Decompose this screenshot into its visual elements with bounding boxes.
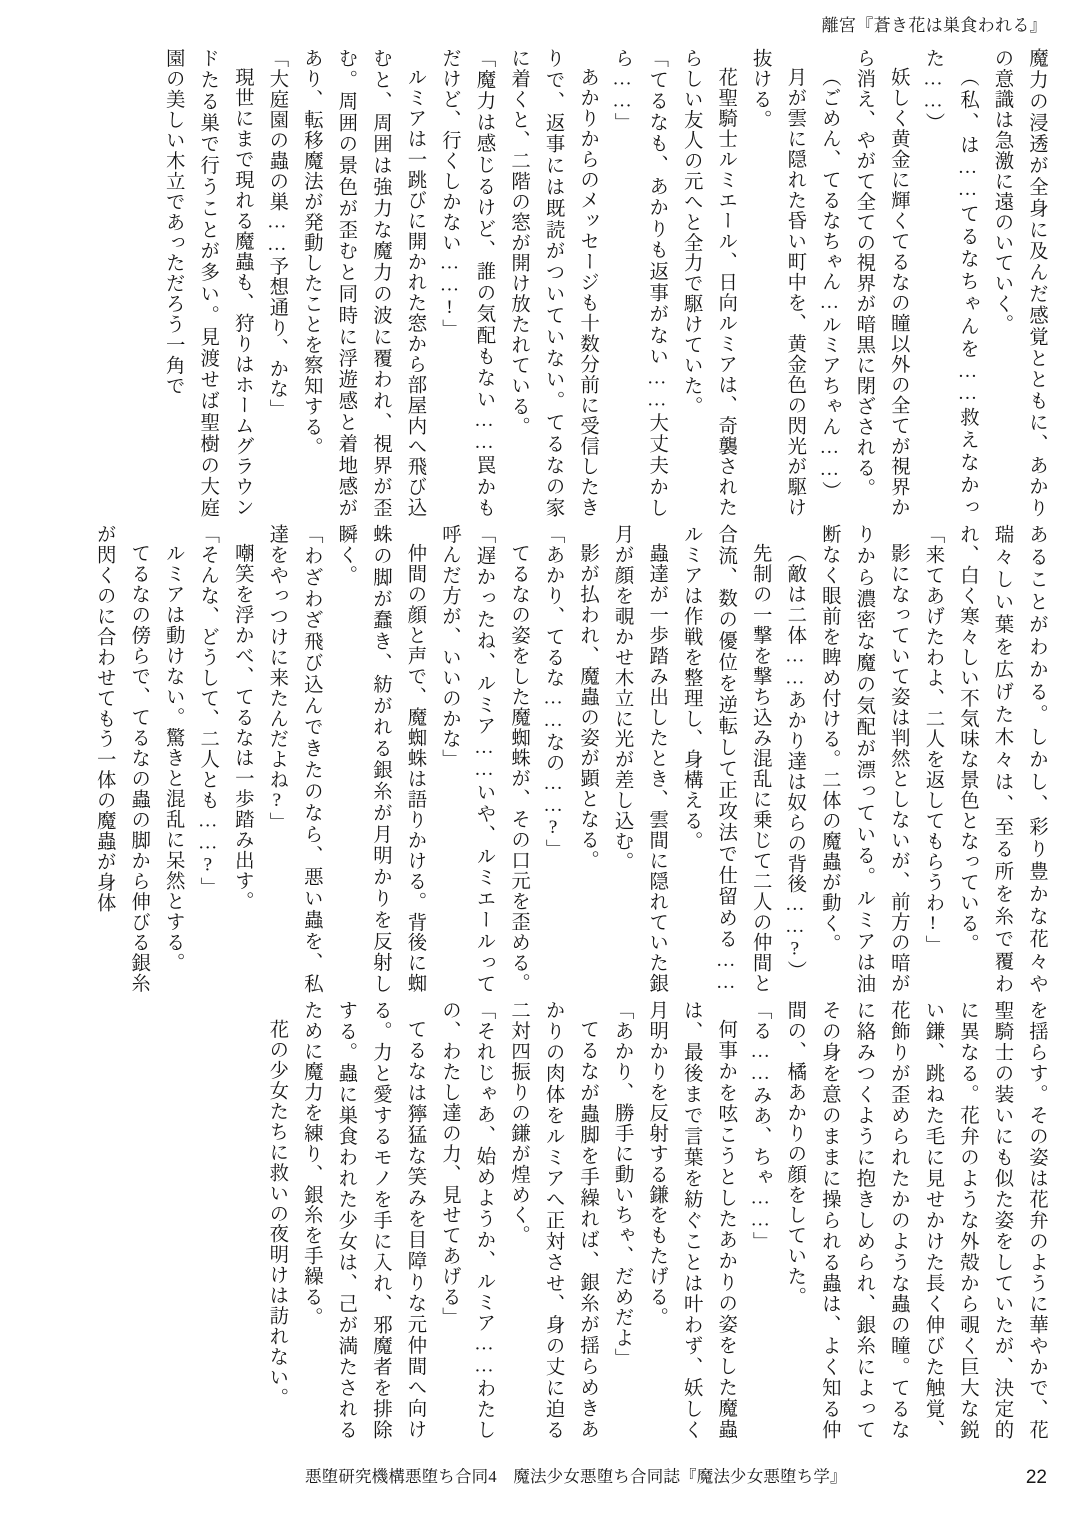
paragraph: てるなは獰猛な笑みを目障りな元仲間へ向ける。力と愛するモノを手に入れ、邪魔者を排除する。蟲に巣食われた少女は、己が満たされるために魔力を練り、銀糸を手繰る。 xyxy=(300,1000,426,1440)
paragraph: 仲間の顔と声で、魔蜘蛛は語りかける。背後に蜘蛛の脚が蠢き、紡がれる銀糸が月明かりを反射し瞬く。 xyxy=(335,524,426,994)
paragraph: 「遅かったね、ルミア……いや、ルミエールって呼んだ方が、いいのかな」 xyxy=(438,524,495,994)
paragraph: 妖しく黄金に輝くてるなの瞳以外の全てが視界から消え、やがて全ての視界が暗黒に閉ざされる。 xyxy=(853,48,909,518)
text-block-3 xyxy=(263,1000,1053,1440)
paragraph: 影が払われ、魔蟲の姿が顕となる。 xyxy=(577,543,599,871)
running-header-title: 離宮『蒼き花は巣食われる』 xyxy=(821,16,1047,35)
paragraph: 先制の一撃を撃ち込み混乱に乗じて二人の仲間と合流、数の優位を逆転して正攻法で仕留める……ルミアは作戦を整理し、身構える。 xyxy=(680,524,771,994)
paragraph: 「それじゃあ、始めようか、ルミア……わたしの、わたし達の力、見せてあげる」 xyxy=(438,1000,495,1440)
paragraph: を揺らす。その姿は花弁のように華やかで、花聖騎士の装いにも似た姿をしていたが、決定的に異なる。花弁のような外殻から覗く巨大な鋭い鎌、跳ねた毛に見せかけた長く伸びた触覚、花飾りが歪められたかのような蟲の瞳。てるなに絡みつくように抱きしめられ、銀糸によってその身を意のままに操られる蟲は、よく知る仲間の、橘あかりの顔をしていた。 xyxy=(784,1000,1047,1440)
paragraph: てるなの傍らで、てるなの蟲の脚から伸びる銀糸が閃くのに合わせてもう一体の魔蟲が身体 xyxy=(93,524,150,994)
paragraph: ルミアは一跳びに開かれた窓から部屋内へ飛び込むと、周囲は強力な魔力の波に覆われ、視界が歪む。周囲の景色が歪むと同時に浮遊感と着地感があり、転移魔法が発動したことを察知する。 xyxy=(300,48,426,518)
paragraph: てるなが蟲脚を手繰れば、銀糸が揺らめきあかりの肉体をルミアへ正対させ、身の丈に迫る二対四振りの鎌が煌めく。 xyxy=(508,1000,599,1440)
paragraph: 「あかり、勝手に動いちゃ、だめだよ」 xyxy=(611,1000,633,1369)
paragraph: 嘲笑を浮かべ、てるなは一歩踏み出す。 xyxy=(231,543,253,912)
paragraph: 現世にまで現れる魔蟲も、狩りはホームグラウンドたる巣で行うことが多い。見渡せば聖樹の大庭園の美しい木立であっただろう一角で xyxy=(162,48,253,518)
paragraph: 「魔力は感じるけど、誰の気配もない……罠かもだけど、行くしかない……!」 xyxy=(438,48,495,518)
paragraph: 「大庭園の蟲の巣……予想通り、かな」 xyxy=(266,48,288,420)
paragraph: 「あかり、てるな……なの……?」 xyxy=(542,524,564,860)
paragraph: てるなの姿をした魔蜘蛛が、その口元を歪める。 xyxy=(508,543,530,994)
paragraph: 「来てあげたわよ、二人を返してもらうわ!」 xyxy=(922,524,944,956)
paragraph: あることがわかる。しかし、彩り豊かな花々や瑞々しい葉を広げた木々は、至る所を糸で覆われ、白く寒々しい不気味な景色となっている。 xyxy=(956,524,1047,994)
paragraph: 「わざわざ飛び込んできたのなら、悪い蟲を、私達をやっつけに来たんだよね?」 xyxy=(266,524,322,994)
paragraph: 影になっていて姿は判然としないが、前方の暗がりから濃密な魔の気配が漂っている。ルミアは油断なく眼前を睥め付ける。二体の魔蟲が動く。 xyxy=(818,524,909,994)
page-number: 22 xyxy=(1025,1467,1047,1488)
page-footer xyxy=(0,1466,1075,1492)
paragraph: 花の少女たちに救いの夜明けは訪れない。 xyxy=(266,1019,288,1409)
paragraph: ルミアは動けない。驚きと混乱に呆然とする。 xyxy=(162,543,184,974)
paragraph: （ごめん、てるなちゃん…ルミアちゃん……） xyxy=(818,67,840,502)
paragraph: 魔力の浸透が全身に及んだ感覚とともに、あかりの意識は急激に遠のいていく。 xyxy=(991,48,1047,518)
paragraph: あかりからのメッセージも十数分前に受信したきりで、返事には既読がついていない。てるなの家に着くと、二階の窓が開け放たれている。 xyxy=(508,48,599,518)
text-block-2 xyxy=(88,524,1053,994)
paragraph: 花聖騎士ルミエール、日向ルミアは、奇襲されたらしい友人の元へと全力で駆けていた。 xyxy=(680,48,737,518)
paragraph: 月が雲に隠れた昏い町中を、黄金色の閃光が駆け抜ける。 xyxy=(749,48,806,518)
paragraph: 何事かを呟こうとしたあかりの姿をした魔蟲は、最後まで言葉を紡ぐことは叶わず、妖しく月明かりを反射する鎌をもたげる。 xyxy=(646,1000,737,1440)
paragraph: （私、は……てるなちゃんを……救えなかった……） xyxy=(922,48,978,518)
footer-credit: 悪堕研究機構悪堕ち合同4 魔法少女悪堕ち合同誌『魔法少女悪堕ち学』 xyxy=(305,1467,847,1486)
text-block-1 xyxy=(88,48,1053,518)
paragraph: 「てるなも、あかりも返事がない……大丈夫かしら……」 xyxy=(611,48,668,518)
paragraph: 蟲達が一歩踏み出したとき、雲間に隠れていた銀月が顔を覗かせ木立に光が差し込む。 xyxy=(611,524,668,994)
paragraph: 「る……みあ、ちゃ……」 xyxy=(749,1000,771,1253)
paragraph: 「そんな、どうして、二人とも……?」 xyxy=(197,524,219,898)
paragraph: （敵は二体……あかり達は奴らの背後……?） xyxy=(784,543,806,982)
